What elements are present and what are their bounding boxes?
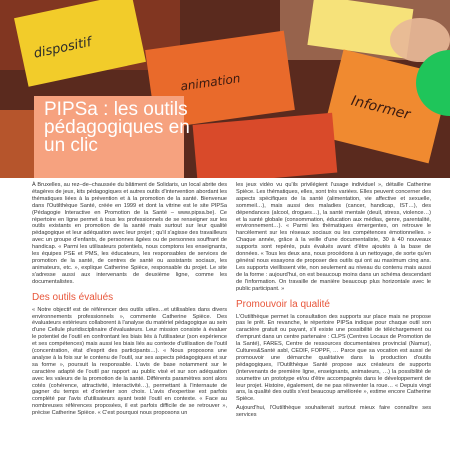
section-paragraph: « Notre objectif est de référencer des outils utiles…et utilisables dans divers environnements professionnels », commente Catherine Spièce. Des évaluateurs extérieurs collaborent à l'analyse du matériel pédagogique au sein d'une Cellule pluridisciplinaire d'évaluateurs. Leur mission consiste à évaluer le potentiel de l'outil en confrontant les biais liés à l'utilisateur (son expérience et ses compétences) mais aussi les biais liés au contexte d'utilisation de l'outil (concentration, état d'esprit des participants…). « Nous proposons une analyse à la fois sur le contenu de l'outil, sur ses aspects pédagogiques et sur sa forme », poursuit la responsable. L'avis de base notamment sur le caractère adapté de l'outil par rapport au public visé et sur son adéquation avec les valeurs de la promotion de la santé. Différents paramètres sont alors cotés (cohérence, attractivité, interactivité…), permettant à l'internaute de gagner du temps et d'orienter son choix. L'avis d'expertise est parfois complété par l'avis d'utilisateurs ayant testé l'outil en contexte. « Face au nombreuses références proposées, il est parfois difficile de se retrouver », précise Catherine Spièce. « C'est pourquoi nous proposons un: [32, 306, 227, 417]
note-animation: animation: [179, 71, 242, 94]
note-informer: Informer: [349, 93, 412, 124]
page-title: PIPSa : les outils pédagogiques en un clic: [44, 99, 190, 156]
section-paragraph-right: L'Outilthèque permet la consultation des supports sur place mais ne propose pas le prêt. En revanche, le répertoire PIPSa indique pour chaque outil son caractère gratuit ou payant, s'il existe une possibilité de téléchargement ou d'emprunt dans un centre partenaire : CLPS (Centres Locaux de Promotion de la Santé), FARES, Centre de ressources documentaires provincial (Namur), Cultures&Santé asbl, CEDIF, FOPPF, … Parce que sa vocation est aussi de promouvoir une démarche qualitative dans la production d'outils pédagogiques, l'Outilthèque Santé propose aux créateurs de supports (intervenants de première ligne, enseignants, animateurs, …) la possibilité de soumettre un prototype et/ou d'être accompagnés dans le développement de leur projet. Histoire, également, de ne pas réinventer la roue… « Depuis vingt ans, la qualité des outils s'est beaucoup améliorée », estime encore Catherine Spièce.: [236, 313, 431, 403]
left-column: [32, 182, 227, 419]
green-decoration: [416, 50, 450, 116]
note-dispositif: dispositif: [32, 34, 93, 62]
intro-paragraph-right: les jeux vidéo vu qu'ils privilégient l'usage individuel », détaille Catherine Spièce. Les thématiques, elles, sont très variées. Elles peuvent concerner des aspects spécifiques de la santé (alimentation, vie affective et sexuelle, sommeil…), mais aussi des maladies (cancer, handicap, IST…), des dépendances (alcool, drogues…), la santé mentale (deuil, stress, violence…) et la santé globale (consommation, éducation aux médias, genre, parentalité, environnement…). « Parmi les thématiques émergentes, on retrouve le harcèlement sur les réseaux sociaux ou les compétences émotionnelles. » Chaque année, grâce à la veille d'une documentaliste, 30 à 40 nouveaux supports sont repérés, puis évalués avant d'être ajoutés à la base de données. « Tous les deux ans, nous procédons à un nettoyage, de sorte qu'en général nous essayons de proposer des outils qui ont au maximum cinq ans. Les supports vieillissent vite, non seulement au niveau du contenu mais aussi de la forme : aujourd'hui, on est beaucoup moins dans un schéma descendant de l'information. On travaille de manière beaucoup plus horizontale avec le public participant. »: [236, 182, 431, 292]
right-column: [236, 182, 431, 421]
intro-paragraph: À Bruxelles, au rez–de–chaussée du bâtiment de Solidaris, un local abrite des étagères de jeux, kits pédagogiques et autres outils d'intervention abordant les thématiques liées à la prévention et à la promotion de la santé. Bienvenue dans l'Outilthèque Santé, créée en 1999 et dont la vitrine est le site PIPSa (Pédagogie Interactive en Promotion de la Santé – www.pipsa.be). Ce répertoire en ligne permet à tous les professionnels de se renseigner sur les outils existants en promotion de la santé mais surtout sur leur qualité pédagogique et leur adéquation avec leur projet ; qu'il s'agisse des travailleurs avec un groupe d'enfants, de personnes âgées ou de personnes souffrant de handicap. « Parmi les utilisateurs potentiels, nous comptons les enseignants, les équipes PSE et PMS, les éducateurs, les responsables de services de promotion de la santé, de centres de santé ou assistants sociaux, les animateurs, etc. », explique Catherine Spièce, responsable du projet. Le site s'adresse aussi aux intervenants de deuxième ligne, comme les documentalistes.: [32, 182, 227, 285]
section-title-outils-evalues: Des outils évalués: [32, 291, 114, 303]
section-title-promouvoir: Promouvoir la qualité: [236, 298, 330, 310]
closing-paragraph: Aujourd'hui, l'Outilthèque souhaiterait surtout mieux faire connaître ses services: [236, 405, 431, 419]
